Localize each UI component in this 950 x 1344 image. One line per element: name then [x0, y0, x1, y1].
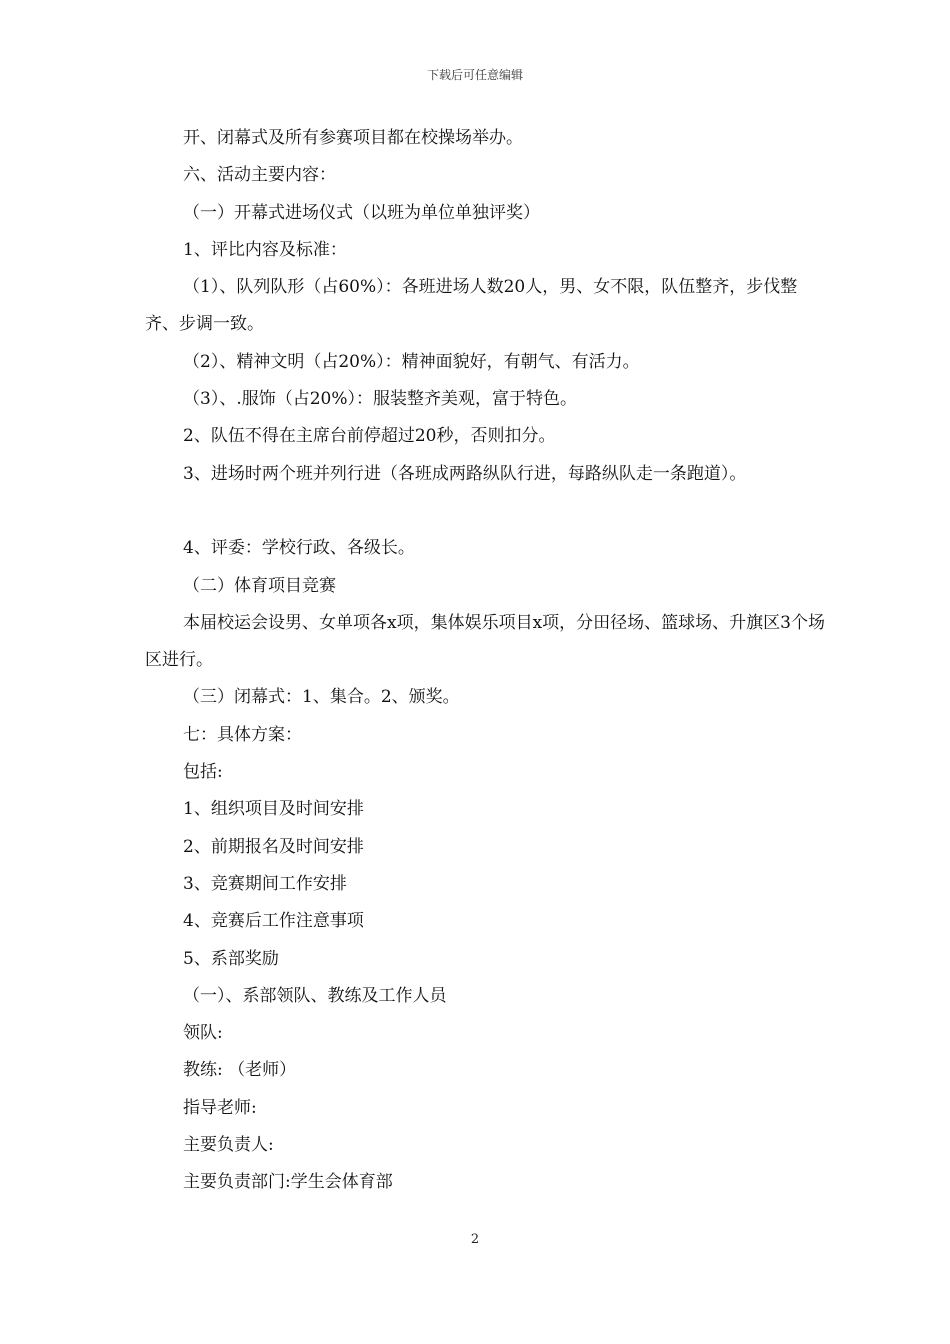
form-line: 教练: （老师） [183, 1060, 297, 1081]
section-heading: 七：具体方案： [183, 724, 302, 745]
subsection-heading: （二）体育项目竞赛 [183, 575, 336, 596]
form-line: 领队: [183, 1023, 223, 1044]
page-number: 2 [470, 1232, 480, 1247]
paragraph: 本届校运会设男、女单项各x项，集体娱乐项目x项，分田径场、篮球场、升旗区3个场区进行。 [145, 612, 825, 671]
list-item: 1、评比内容及标准： [183, 239, 347, 260]
list-item: 3、进场时两个班并列行进（各班成两路纵队行进，每路纵队走一条跑道）。 [183, 463, 747, 484]
list-item: 2、前期报名及时间安排 [183, 836, 364, 857]
list-item: 4、竞赛后工作注意事项 [183, 911, 364, 932]
form-line: 主要负责部门:学生会体育部 [183, 1172, 393, 1193]
blank-line [145, 493, 830, 530]
paragraph: （1）、队列队形（占60%）：各班进场人数20人，男、女不限，队伍整齐，步伐整齐、步调一致。 [145, 277, 798, 335]
document-body [145, 120, 830, 1202]
subsection-heading: （三）闭幕式：1、集合。2、颁奖。 [183, 687, 460, 708]
subsection-heading: （一）开幕式进场仪式（以班为单位单独评奖） [183, 202, 540, 223]
form-line: 指导老师: [183, 1097, 257, 1118]
paragraph: （3）、.服饰（占20%）：服装整齐美观，富于特色。 [183, 389, 578, 410]
section-heading: 六、活动主要内容： [183, 165, 336, 186]
list-item: 5、系部奖励 [183, 948, 279, 969]
paragraph: （2）、精神文明（占20%）：精神面貌好，有朝气、有活力。 [183, 351, 640, 372]
form-line: 主要负责人: [183, 1135, 274, 1156]
list-item: 4、评委：学校行政、各级长。 [183, 538, 415, 559]
subsection-heading: （一）、系部领队、教练及工作人员 [183, 985, 447, 1006]
list-item: 1、组织项目及时间安排 [183, 799, 364, 820]
paragraph: 开、闭幕式及所有参赛项目都在校操场举办。 [183, 128, 523, 148]
page-header: 下载后可任意编辑 [426, 68, 523, 82]
list-item: 2、队伍不得在主席台前停超过20秒，否则扣分。 [183, 426, 556, 447]
paragraph: 包括: [183, 762, 223, 783]
list-item: 3、竞赛期间工作安排 [183, 873, 347, 894]
